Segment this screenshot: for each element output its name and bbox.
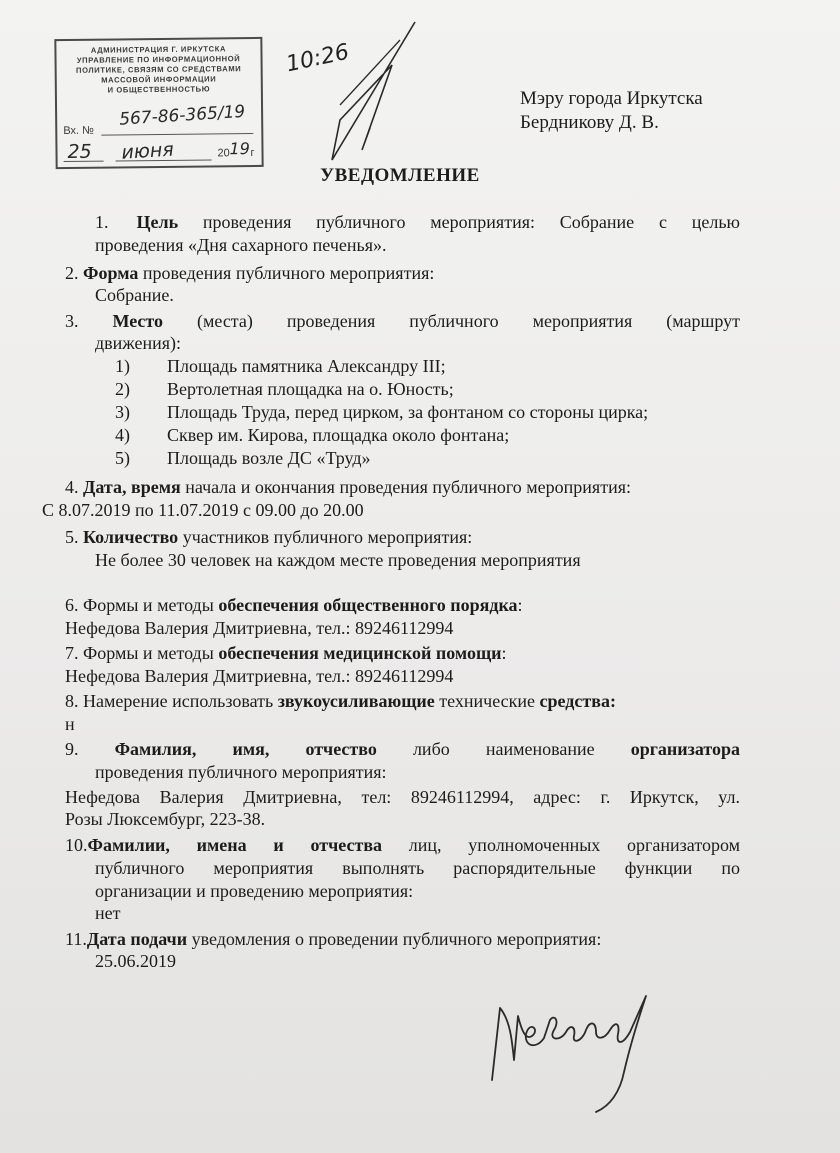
item-6-cont: Нефедова Валерия Дмитриевна, тел.: 89246112994 (65, 618, 454, 638)
item-text: лиц, уполномоченных организатором (382, 835, 740, 855)
item-9-cont: проведения публичного мероприятия: (95, 762, 387, 782)
item-8-cont: н (65, 714, 75, 734)
item-10 (65, 834, 740, 856)
item-11 (65, 928, 601, 950)
item-text: уведомления о проведении публичного мероприятия: (187, 929, 602, 949)
item-text: проведения публичного мероприятия: (138, 263, 435, 283)
item-9 (65, 738, 740, 760)
stamp-line: ПОЛИТИКЕ, СВЯЗЯМ СО СРЕДСТВАМИ (75, 64, 242, 75)
item-number: 5. (65, 527, 79, 547)
item-number: 4. (65, 477, 79, 497)
item-text: Намерение использовать (83, 691, 278, 711)
addressee-line: Бердникову Д. В. (520, 112, 659, 133)
stamp-line: УПРАВЛЕНИЕ ПО ИНФОРМАЦИОННОЙ (76, 54, 241, 65)
item-7 (65, 642, 507, 664)
item-number: 3. (65, 311, 79, 331)
item-number: 9. (65, 739, 79, 759)
stamp-line: АДМИНИСТРАЦИЯ Г. ИРКУТСКА (90, 44, 227, 55)
item-3 (65, 310, 740, 332)
item-label: обеспечения медицинской помощи (218, 643, 502, 663)
item-number: 10. (65, 835, 88, 855)
list-item-text: Площадь возле ДС «Труд» (167, 448, 371, 468)
list-item-text: Площадь Труда, перед цирком, за фонтаном со стороны цирка; (167, 402, 649, 422)
stamp-year-suffix: 19 (229, 139, 250, 159)
list-item-number: 3) (115, 402, 130, 422)
item-4 (65, 476, 631, 498)
item-text: проведения публичного мероприятия: Собрание с целью (178, 212, 740, 232)
item-number: 8. (65, 691, 79, 711)
item-label: Цель (136, 212, 179, 232)
places-list (100, 355, 740, 470)
item-5-cont: Не более 30 человек на каждом месте проведения мероприятия (95, 550, 581, 570)
stamp-vx-number: 567-86-365/19 (118, 101, 246, 130)
list-item-number: 2) (115, 379, 130, 399)
item-text: Формы и методы (83, 643, 219, 663)
item-5 (65, 526, 472, 548)
item-9-cont3: Розы Люксембург, 223-38. (65, 809, 266, 829)
item-number: 7. (65, 643, 79, 663)
item-10-cont3: нет (95, 903, 121, 923)
item-text: Формы и методы (83, 595, 219, 615)
item-1 (95, 211, 740, 233)
item-4-cont: С 8.07.2019 по 11.07.2019 с 09.00 до 20.00 (42, 500, 364, 520)
item-label: Дата, время (83, 477, 181, 497)
item-text: либо наименование (376, 739, 631, 759)
addressee-line: Мэру города Иркутска (520, 88, 703, 109)
list-item-text: Сквер им. Кирова, площадка около фонтана; (167, 425, 510, 445)
item-label: средства: (539, 691, 616, 711)
item-label: Форма (83, 263, 139, 283)
signature (470, 980, 690, 1130)
item-text: начала и окончания проведения публичного мероприятия: (180, 477, 631, 497)
stamp-line: И ОБЩЕСТВЕННОСТЬЮ (107, 84, 211, 95)
item-1-cont: проведения «Дня сахарного печенья». (95, 235, 387, 255)
item-number: 2. (65, 263, 79, 283)
stamp-vx-label: Вх. № (63, 124, 94, 138)
item-text: участников публичного мероприятия: (178, 527, 473, 547)
addressee (520, 87, 703, 135)
stamp-line: МАССОВОЙ ИНФОРМАЦИИ (101, 74, 217, 85)
item-9-cont2: Нефедова Валерия Дмитриевна, тел: 89246112994, адрес: г. Иркутск, ул. (65, 787, 740, 807)
item-6 (65, 594, 523, 616)
item-7-cont: Нефедова Валерия Дмитриевна, тел.: 89246112994 (65, 666, 454, 686)
item-label: обеспечения общественного порядка (218, 595, 518, 615)
item-label: Дата подачи (86, 929, 188, 949)
item-label: Фамилии, имена и отчества (87, 835, 383, 855)
item-number: 11. (65, 929, 87, 949)
item-2-cont: Собрание. (95, 285, 174, 305)
item-10-cont: публичного мероприятия выполнять распорядительные функции по (95, 858, 740, 878)
item-8 (65, 690, 616, 712)
item-3-cont: движения): (95, 333, 182, 353)
list-item-text: Площадь памятника Александру III; (167, 356, 446, 376)
item-label: организатора (630, 739, 740, 759)
item-label: Количество (83, 527, 179, 547)
handwritten-mark (270, 10, 430, 180)
item-number: 1. (95, 212, 109, 232)
handwritten-time: 10:26 (284, 39, 352, 78)
list-item-number: 4) (115, 425, 130, 445)
stamp-g: г (250, 147, 255, 160)
item-number: 6. (65, 595, 79, 615)
registration-stamp (54, 37, 263, 169)
list-item-number: 1) (115, 356, 130, 376)
item-label: Место (112, 311, 164, 331)
list-item-number: 5) (115, 448, 130, 468)
stamp-day: 25 (67, 140, 92, 163)
item-11-cont: 25.06.2019 (95, 951, 176, 971)
list-item-text: Вертолетная площадка на о. Юность; (167, 379, 454, 399)
stamp-year-prefix: 20 (217, 147, 230, 160)
item-10-cont2: организации и проведению мероприятия: (95, 881, 414, 901)
document-title: УВЕДОМЛЕНИЕ (320, 165, 480, 186)
item-text: : (501, 643, 507, 663)
item-text: технические (434, 691, 540, 711)
item-label: звукоусиливающие (277, 691, 435, 711)
item-2 (65, 262, 434, 284)
item-label: Фамилия, имя, отчество (114, 739, 377, 759)
stamp-month: июня (120, 138, 175, 164)
item-text: : (517, 595, 523, 615)
item-text: (места) проведения публичного мероприятия (маршрут (163, 311, 740, 331)
